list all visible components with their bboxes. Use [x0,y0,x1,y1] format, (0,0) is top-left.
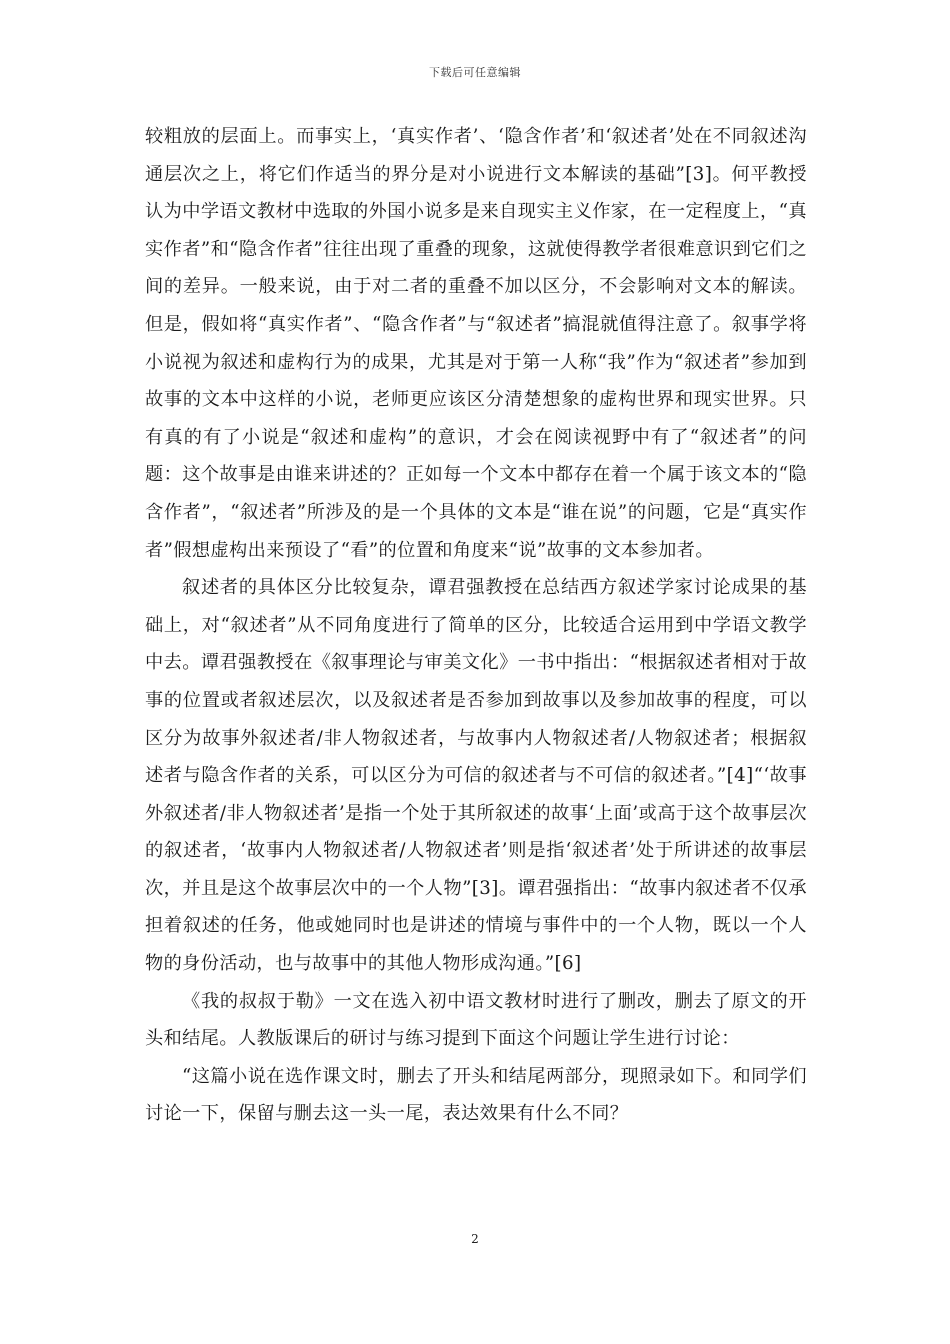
page-number: 2 [471,1232,479,1246]
paragraph-quote: “这篇小说在选作课文时，删去了开头和结尾两部分，现照录如下。和同学们讨论一下，保留与删去这一头一尾，表达效果有什么不同？ [145,1065,807,1125]
page-header: 下载后可任意编辑 [429,66,521,79]
paragraph-continued: 较粗放的层面上。而事实上，‘真实作者’、‘隐含作者’和‘叙述者’处在不同叙述沟通层次之上，将它们作适当的界分是对小说进行文本解读的基础”[3]。何平教授认为中学语文教材中选取的外国小说多是来自现实主义作家，在一定程度上，“真实作者”和“隐含作者”往往出现了重叠的现象，这就使得教学者很难意识到它们之间的差异。一般来说，由于对二者的重叠不加以区分，不会影响对文本的解读。但是，假如将“真实作者”、“隐含作者”与“叙述者”搞混就值得注意了。叙事学将小说视为叙述和虚构行为的成果，尤其是对于第一人称“我”作为“叙述者”参加到故事的文本中这样的小说，老师更应该区分清楚想象的虚构世界和现实世界。只有真的有了小说是“叙述和虚构”的意识，才会在阅读视野中有了“叙述者”的问题：这个故事是由谁来讲述的？正如每一个文本中都存在着一个属于该文本的“隐含作者”，“叙述者”所涉及的是一个具体的文本是“谁在说”的问题，它是“真实作者”假想虚构出来预设了“看”的位置和角度来“说”故事的文本参加者。 [145,126,807,561]
document-body [145,118,807,1133]
paragraph-textbook-edit: 《我的叔叔于勒》一文在选入初中语文教材时进行了删改，删去了原文的开头和结尾。人教版课后的研讨与练习提到下面这个问题让学生进行讨论： [145,990,807,1050]
paragraph-narrator-types: 叙述者的具体区分比较复杂，谭君强教授在总结西方叙述学家讨论成果的基础上，对“叙述者”从不同角度进行了简单的区分，比较适合运用到中学语文教学中去。谭君强教授在《叙事理论与审美文化》一书中指出：“根据叙述者相对于故事的位置或者叙述层次，以及叙述者是否参加到故事以及参加故事的程度，可以区分为故事外叙述者/非人物叙述者，与故事内人物叙述者/人物叙述者；根据叙述者与隐含作者的关系，可以区分为可信的叙述者与不可信的叙述者。”[4]“‘故事外叙述者/非人物叙述者’是指一个处于其所叙述的故事‘上面’或高于这个故事层次的叙述者，‘故事内人物叙述者/人物叙述者’则是指‘叙述者’处于所讲述的故事层次，并且是这个故事层次中的一个人物”[3]。谭君强指出：“故事内叙述者不仅承担着叙述的任务，他或她同时也是讲述的情境与事件中的一个人物，既以一个人物的身份活动，也与故事中的其他人物形成沟通。”[6] [145,577,807,975]
